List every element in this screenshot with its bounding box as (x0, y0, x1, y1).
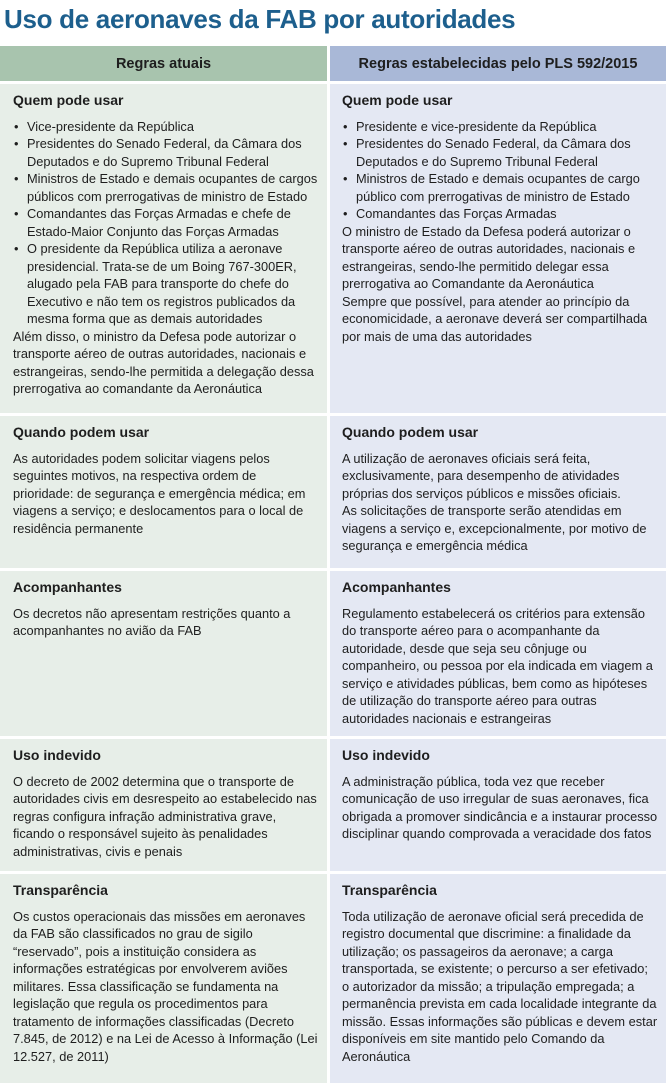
body-text: Sempre que possível, para atender ao princípio da economicidade, a aeronave deverá ser compartilhada por mais de uma das autoridades (342, 293, 648, 344)
column-header-new-rules: Regras estabelecidas pelo PLS 592/2015 (330, 46, 666, 81)
list-item: • Ministros de Estado e demais ocupantes de cargos públicos com prerrogativas de ministro de Estado (13, 170, 319, 205)
list-item: • O presidente da República utiliza a aeronave presidencial. Trata-se de um Boing 767-300ER, alugado pela FAB para transporte do chefe do Executivo e não tem os registros publicados da mesma forma que as demais autoridades (13, 240, 319, 328)
body-text: O decreto de 2002 determina que o transporte de autoridades civis em desrespeito ao estabelecido nas regras configura infração administrativa grave, ficando o responsável sujeito às penalidades administrativas, civis e penais (13, 773, 317, 859)
cell-who-can-use-new (330, 84, 666, 413)
body-text: Regulamento estabelecerá os critérios para extensão do transporte aéreo para o acompanhante da autoridade, desde que seja seu cônjuge ou companheiro, ou pessoa por ela indicada em viagem a serviço e atividades públicas, bem como as hipóteses de utilização do transporte aéreo para outras autoridades nacionais e estrangeiras (342, 605, 653, 726)
section-heading: Acompanhantes (13, 579, 122, 595)
cell-when-can-use-current (0, 416, 327, 568)
cell-misuse-new (330, 739, 666, 871)
body-text: Os decretos não apresentam restrições quanto a acompanhantes no avião da FAB (13, 605, 291, 638)
cell-transparency-new (330, 874, 666, 1083)
body-text: A utilização de aeronaves oficiais será feita, exclusivamente, para desempenho de atividades próprias dos serviços públicos e missões oficiais. (342, 450, 621, 501)
list-item: • Presidentes do Senado Federal, da Câmara dos Deputados e do Supremo Tribunal Federal (13, 135, 319, 170)
section-heading: Quem pode usar (13, 92, 124, 108)
body-text: Toda utilização de aeronave oficial será precedida de registro documental que discrimine: a finalidade da utilização; os passageiros da aeronave; a carga transportada, se existente; o percurso a ser efetivado; o autorizador da missão; a tripulação empregada; a permanência prevista em cada localidade integrante da missão. Essas informações são públicas e devem estar disponíveis em site mantido pelo Comando da Aeronáutica (342, 908, 658, 1064)
list-item: • Presidente e vice-presidente da República (342, 118, 658, 136)
cell-who-can-use-current (0, 84, 327, 413)
list-item: • Comandantes das Forças Armadas e chefe de Estado-Maior Conjunto das Forças Armadas (13, 205, 319, 240)
bullet-list (13, 118, 319, 328)
list-item: • Vice-presidente da República (13, 118, 319, 136)
cell-companions-new (330, 571, 666, 736)
section-heading: Uso indevido (342, 747, 430, 763)
body-text: O ministro de Estado da Defesa poderá autorizar o transporte aéreo de outras autoridades, nacionais e estrangeiras, sendo-lhe permitido delegar essa prerrogativa ao Comandante da Aeronáutica (342, 223, 636, 291)
section-heading: Transparência (342, 882, 437, 898)
page-title: Uso de aeronaves da FAB por autoridades (4, 4, 516, 34)
section-heading: Quando podem usar (342, 424, 479, 440)
section-heading: Transparência (13, 882, 108, 898)
section-heading: Quem pode usar (342, 92, 453, 108)
section-heading: Quando podem usar (13, 424, 150, 440)
cell-companions-current (0, 571, 327, 736)
body-text: As autoridades podem solicitar viagens pelos seguintes motivos, na respectiva ordem de prioridade: de segurança e emergência médica; em viagens a serviço; e deslocamentos para o local de residência permanente (13, 450, 306, 536)
list-item: • Ministros de Estado e demais ocupantes de cargo público com prerrogativas de ministro de Estado (342, 170, 658, 205)
body-text: Os custos operacionais das missões em aeronaves da FAB são classificados no grau de sigilo “reservado”, pois a instituição considera as informações estratégicas por envolverem aviões militares. Essa classificação se fundamenta na legislação que regula os procedimentos para tratamento de informações classificadas (Decreto 7.845, de 2012) e na Lei de Acesso à Informação (Lei 12.527, de 2011) (13, 908, 318, 1064)
body-text: As solicitações de transporte serão atendidas em viagens a serviço e, excepcionalmente, por motivo de segurança e emergência médica (342, 503, 647, 553)
comparison-table (0, 46, 666, 1076)
bullet-list (342, 118, 658, 223)
list-item: • Presidentes do Senado Federal, da Câmara dos Deputados e do Supremo Tribunal Federal (342, 135, 658, 170)
cell-when-can-use-new (330, 416, 666, 568)
section-heading: Acompanhantes (342, 579, 451, 595)
body-text: A administração pública, toda vez que receber comunicação de uso irregular de suas aeronaves, fica obrigada a promover sindicância e a instaurar processo disciplinar quando comprovada a veracidade dos fatos (342, 773, 658, 841)
column-header-current-rules: Regras atuais (0, 46, 327, 81)
body-text: Além disso, o ministro da Defesa pode autorizar o transporte aéreo de outras autoridades, nacionais e estrangeiras, sendo-lhe permitida a delegação dessa prerrogativa ao comandante da Aeronáutica (13, 328, 314, 396)
list-item: • Comandantes das Forças Armadas (342, 205, 658, 223)
cell-transparency-current (0, 874, 327, 1083)
cell-misuse-current (0, 739, 327, 871)
section-heading: Uso indevido (13, 747, 101, 763)
